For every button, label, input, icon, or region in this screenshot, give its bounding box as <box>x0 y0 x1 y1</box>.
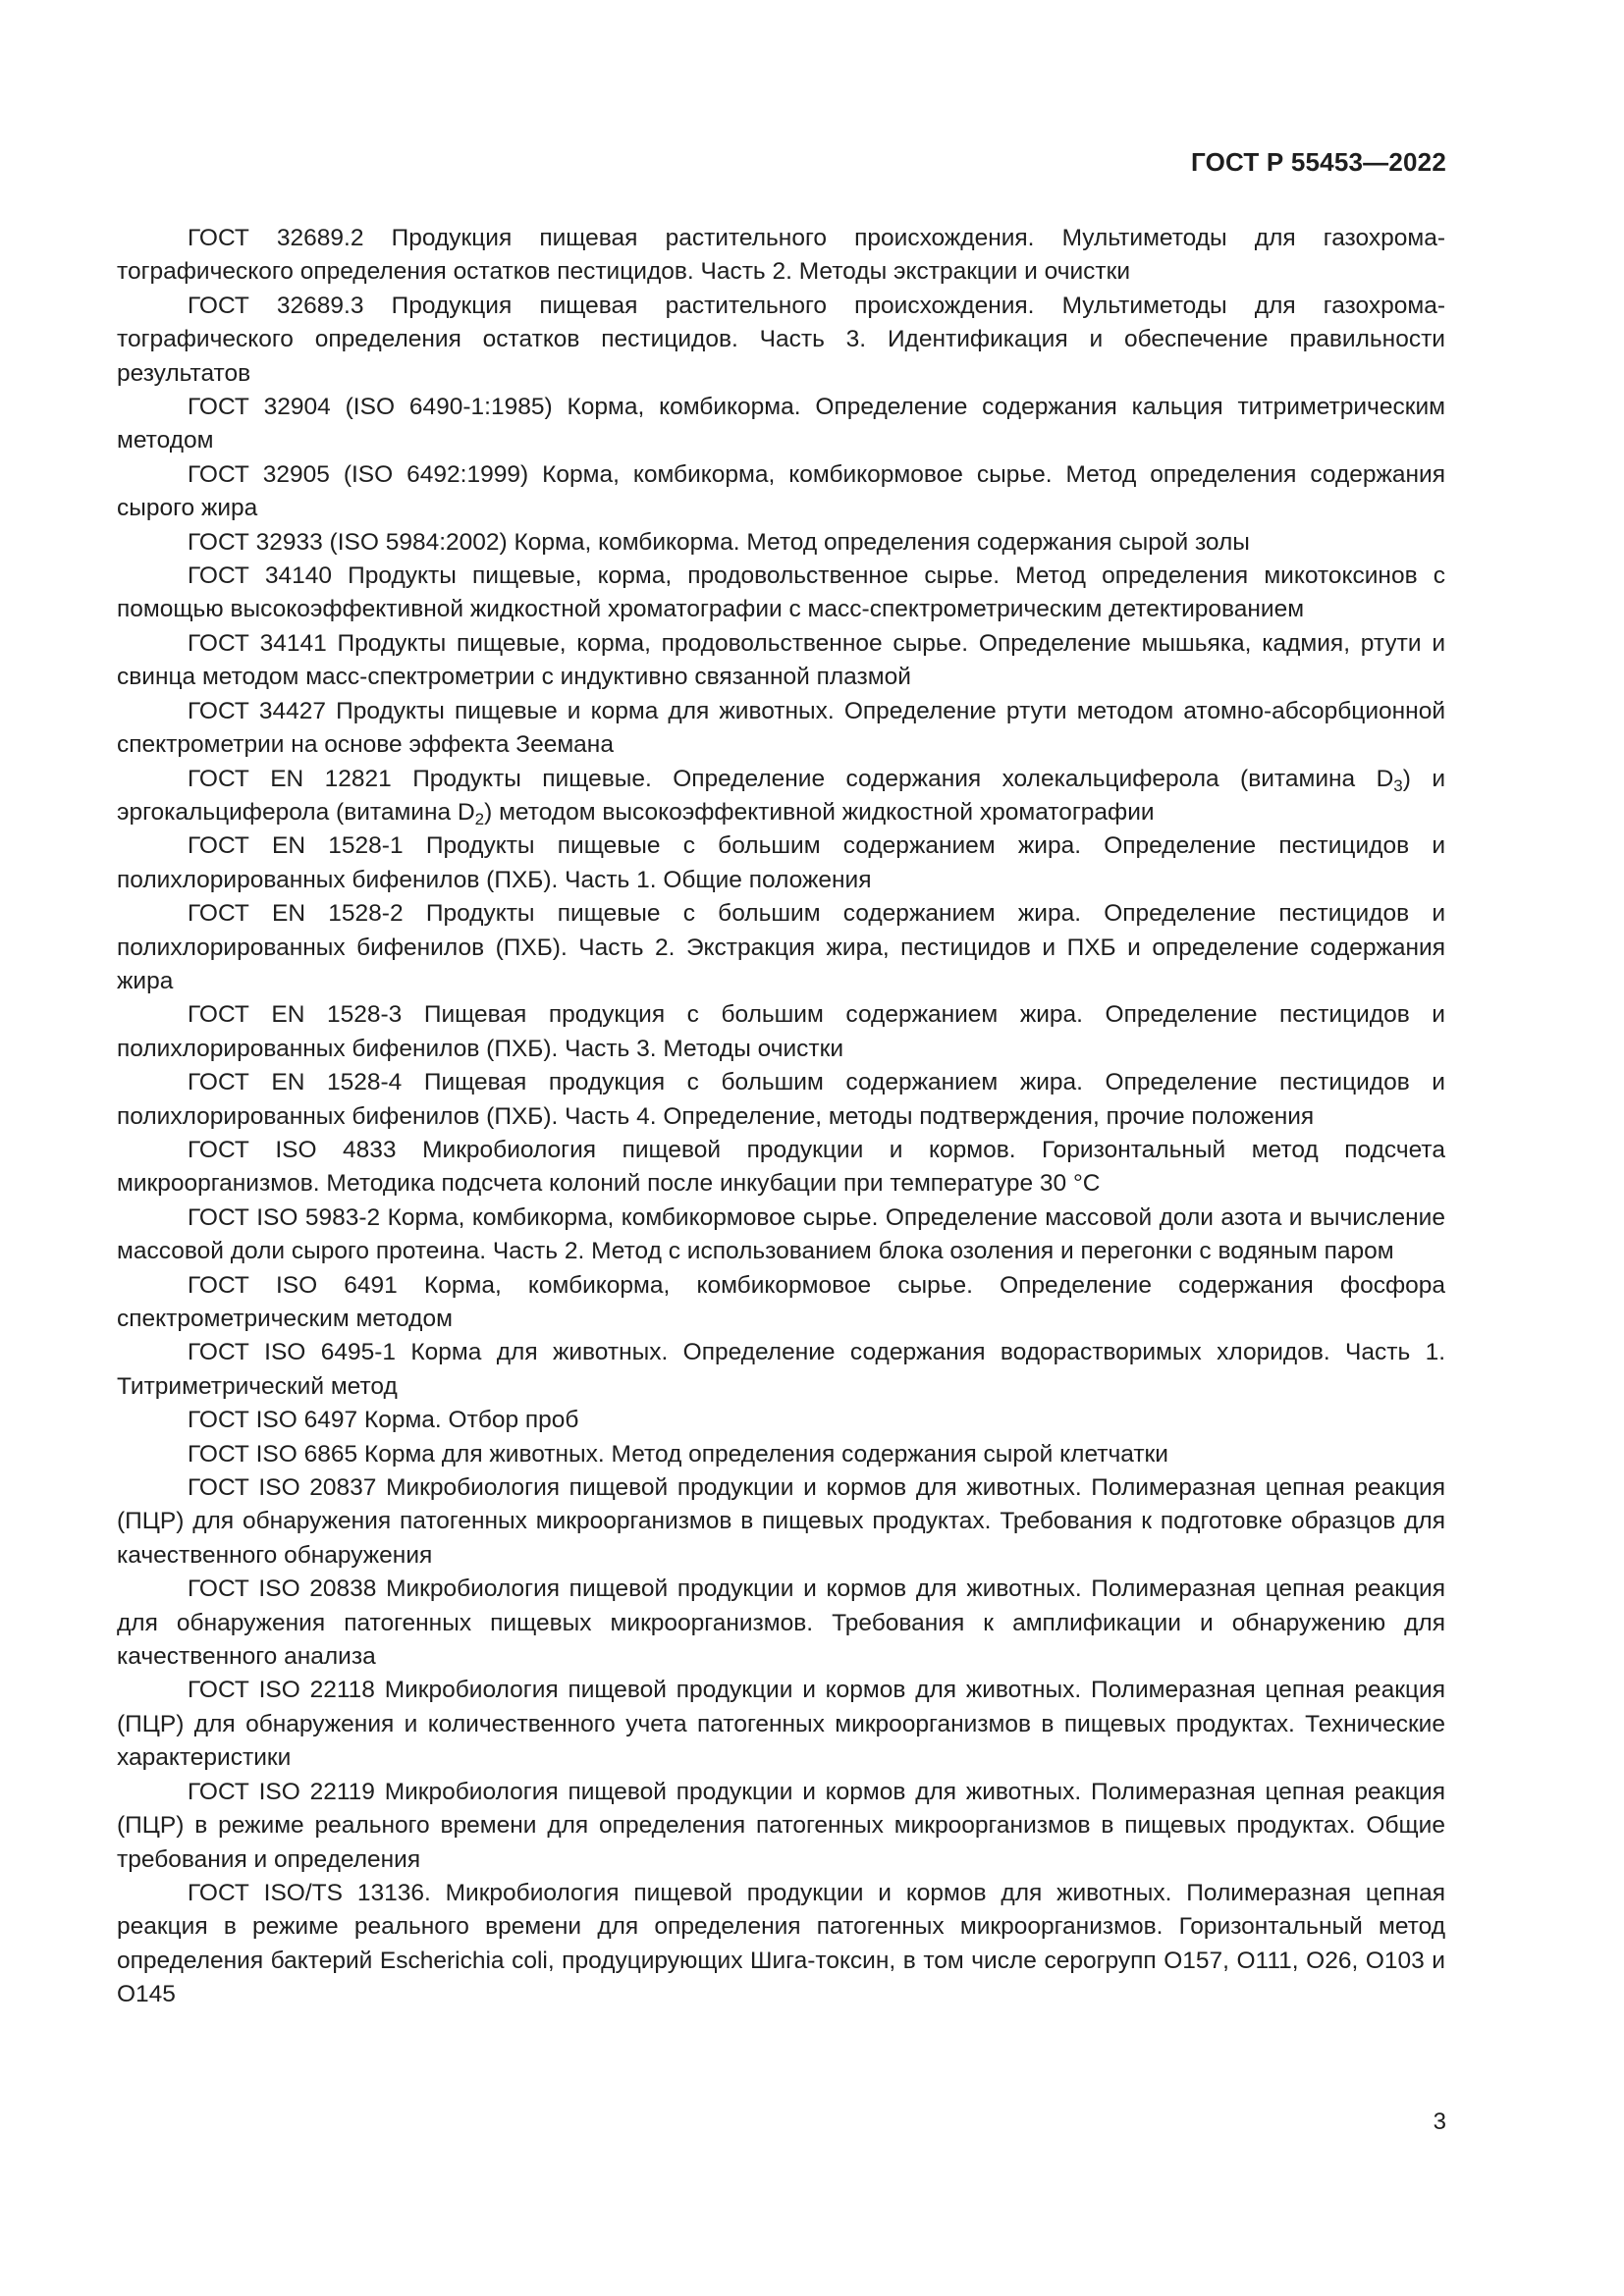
reference-title: Микробиология пищевой продукции и кормов для животных. Полимеразная цепная реакция (ПЦР) в режиме реального времени для определения патогенных микроорганизмов в пищевых продуктах. Общие требования и определения <box>117 1778 1445 1873</box>
reference-title: Продукция пищевая растительного происхождения. Мультиметоды для газохроматографического определения остатков пестицидов. Часть 3. Идентификация и обеспечение правильности результатов <box>117 292 1445 387</box>
reference-code: ГОСТ 34141 <box>188 629 327 657</box>
reference-entry <box>117 222 1445 290</box>
reference-code: ГОСТ 34140 <box>188 562 333 590</box>
reference-code: ГОСТ ISO 6497 <box>188 1407 358 1434</box>
reference-title: Микробиология пищевой продукции и кормов для животных. Полимеразная цепная реакция (ПЦР) для обнаружения и количественного учета патогенных микроорганизмов в пищевых продуктах. Технические характеристики <box>117 1677 1445 1772</box>
reference-title: Пищевая продукция с большим содержанием жира. Определение пестицидов и полихлорированных бифенилов (ПХБ). Часть 4. Определение, методы подтверждения, прочие положения <box>117 1069 1445 1130</box>
reference-code: ГОСТ 32933 (ISO 5984:2002) <box>188 528 508 556</box>
reference-title: Продукты пищевые с большим содержанием жира. Определение пестицидов и полихлорированных бифенилов (ПХБ). Часть 1. Общие положения <box>117 832 1446 893</box>
reference-title: Корма для животных. Определение содержания водорастворимых хлоридов. Часть 1. Титриметрический метод <box>117 1339 1446 1400</box>
reference-title-continued: ) и эргокальциферола (витамина D <box>117 765 1445 826</box>
reference-entry <box>117 695 1445 763</box>
reference-code: ГОСТ ISO 5983-2 <box>188 1203 381 1231</box>
reference-title: Корма для животных. Метод определения содержания сырой клетчатки <box>363 1440 1168 1468</box>
subscript: 2 <box>474 809 485 828</box>
reference-entry <box>117 829 1445 897</box>
reference-title: Корма. Отбор проб <box>363 1407 579 1434</box>
reference-code: ГОСТ EN 1528-3 <box>188 1001 403 1029</box>
reference-title-continued: ) методом высокоэффективной жидкостной хроматографии <box>484 798 1155 826</box>
reference-code: ГОСТ 32689.2 <box>188 225 364 251</box>
reference-title: Корма, комбикорма. Метод определения содержания сырой золы <box>514 528 1250 556</box>
reference-code: ГОСТ 32904 (ISO 6490-1:1985) <box>188 394 553 421</box>
reference-code: ГОСТ ISO 22118 <box>188 1677 375 1704</box>
reference-code: ГОСТ EN 12821 <box>188 765 392 792</box>
reference-title: Корма, комбикорма, комбикормовое сырье. Метод определения содержания сырого жира <box>117 460 1445 522</box>
reference-entry <box>117 1404 1445 1437</box>
reference-title: Пищевая продукция с большим содержанием жира. Определение пестицидов и полихлорированных бифенилов (ПХБ). Часть 3. Методы очистки <box>117 1001 1445 1062</box>
reference-title: Микробиология пищевой продукции и кормов для животных. Полимеразная цепная реакция в режиме реального времени для определения патогенных микроорганизмов. Горизонтальный метод определения бактерий Escherichia coli, продуцирующих Шига-токсин, в том числе серогрупп О157, О111, О26, О103 и О145 <box>117 1879 1445 2008</box>
reference-entry <box>117 1336 1445 1404</box>
reference-title: Микробиология пищевой продукции и кормов для животных. Полимеразная цепная реакция (ПЦР) для обнаружения патогенных микроорганизмов в пищевых продуктах. Требования к подготовке образцов для качественного обнаружения <box>117 1474 1446 1569</box>
normative-references-list <box>117 222 1445 2012</box>
reference-code: ГОСТ ISO 20837 <box>188 1474 377 1502</box>
reference-entry <box>117 458 1445 526</box>
reference-code: ГОСТ EN 1528-4 <box>188 1069 403 1096</box>
reference-code: ГОСТ ISO 6491 <box>188 1271 398 1299</box>
reference-entry <box>117 290 1445 391</box>
reference-title: Продукты пищевые, корма, продовольственное сырье. Определение мышьяка, кадмия, ртути и свинца методом масс-спектрометрии с индуктивно связанной плазмой <box>117 629 1446 691</box>
reference-code: ГОСТ EN 1528-2 <box>188 900 404 928</box>
reference-entry <box>117 1201 1445 1269</box>
reference-code: ГОСТ ISO/TS 13136. <box>188 1879 431 1906</box>
reference-entry <box>117 1471 1445 1573</box>
reference-entry <box>117 1776 1445 1877</box>
reference-code: ГОСТ ISO 4833 <box>188 1136 397 1163</box>
reference-title: Продукты пищевые и корма для животных. Определение ртути методом атомно-абсорбционной спектрометрии на основе эффекта Зеемана <box>117 697 1446 759</box>
reference-entry <box>117 1066 1445 1134</box>
page-number: 3 <box>1433 2109 1446 2135</box>
document-code-header: ГОСТ Р 55453—2022 <box>1191 147 1446 177</box>
reference-entry <box>117 391 1445 458</box>
reference-title: Продукты пищевые, корма, продовольственное сырье. Метод определения микотоксинов с помощью высокоэффективной жидкостной хроматографии с масс-спектрометрическим детектированием <box>117 562 1445 623</box>
reference-entry <box>117 763 1445 830</box>
reference-entry <box>117 998 1445 1066</box>
reference-entry <box>117 526 1445 560</box>
reference-code: ГОСТ ISO 6495-1 <box>188 1339 397 1366</box>
reference-code: ГОСТ EN 1528-1 <box>188 832 404 860</box>
reference-title: Микробиология пищевой продукции и кормов. Горизонтальный метод подсчета микроорганизмов. Методика подсчета колоний после инкубации при температуре 30 °С <box>117 1136 1445 1198</box>
reference-entry <box>117 1269 1445 1337</box>
reference-entry <box>117 897 1445 998</box>
reference-title: Продукты пищевые. Определение содержания холекальциферола (витамина D <box>412 765 1394 792</box>
reference-code: ГОСТ 32905 (ISO 6492:1999) <box>188 460 529 488</box>
reference-title: Продукты пищевые с большим содержанием жира. Определение пестицидов и полихлорированных бифенилов (ПХБ). Часть 2. Экстракция жира, пестицидов и ПХБ и определение содержания жира <box>117 900 1446 994</box>
reference-title: Корма, комбикорма, комбикормовое сырье. Определение содержания фосфора спектрометрическим методом <box>117 1271 1445 1332</box>
reference-entry <box>117 627 1445 695</box>
reference-entry <box>117 1438 1445 1471</box>
reference-code: ГОСТ 34427 <box>188 697 327 724</box>
reference-code: ГОСТ 32689.3 <box>188 292 364 319</box>
reference-entry <box>117 1573 1445 1674</box>
reference-title: Продукция пищевая растительного происхождения. Мультиметоды для газохроматографического определения остатков пестицидов. Часть 2. Методы экстракции и очистки <box>117 225 1445 286</box>
reference-entry <box>117 560 1445 627</box>
reference-code: ГОСТ ISO 20838 <box>188 1575 377 1603</box>
reference-code: ГОСТ ISO 22119 <box>188 1778 375 1805</box>
reference-entry <box>117 1877 1445 2012</box>
reference-title: Корма, комбикорма. Определение содержания кальция титриметрическим методом <box>117 394 1445 454</box>
reference-title: Корма, комбикорма, комбикормовое сырье. Определение массовой доли азота и вычисление массовой доли сырого протеина. Часть 2. Метод с использованием блока озоления и перегонки с водяным паром <box>117 1203 1445 1265</box>
reference-entry <box>117 1134 1445 1201</box>
reference-title: Микробиология пищевой продукции и кормов для животных. Полимеразная цепная реакция для обнаружения патогенных пищевых микроорганизмов. Требования к амплификации и обнаружению для качественного анализа <box>117 1575 1446 1671</box>
subscript: 3 <box>1393 775 1403 795</box>
reference-code: ГОСТ ISO 6865 <box>188 1440 358 1468</box>
reference-entry <box>117 1674 1445 1775</box>
